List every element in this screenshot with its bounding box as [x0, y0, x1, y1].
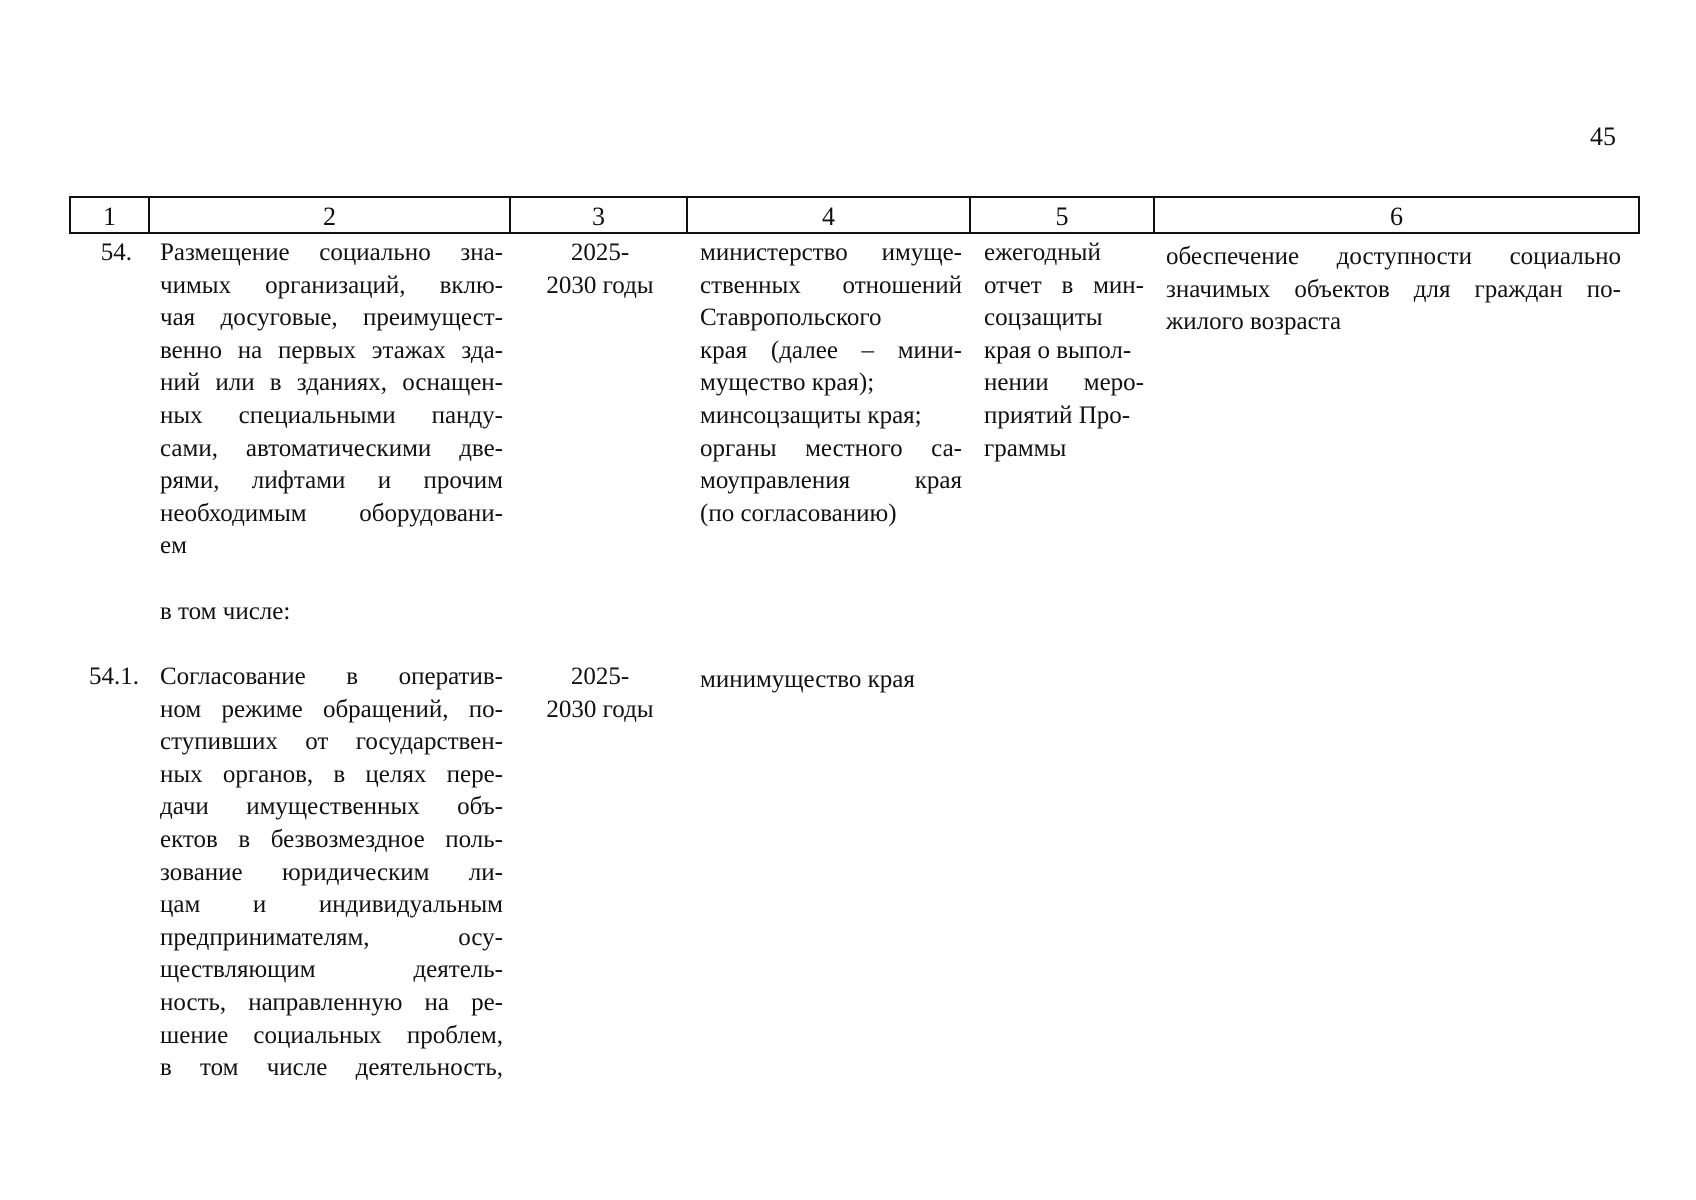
header-cell-5: 5 — [971, 198, 1155, 232]
row-54-period — [527, 237, 673, 302]
text-line: рями, лифтами и прочим — [160, 467, 503, 495]
header-cell-2: 2 — [150, 198, 511, 232]
text-line: соцзащиты — [984, 304, 1103, 332]
row-54-reporting — [984, 237, 1144, 465]
text-line: 2030 годы — [546, 271, 654, 299]
text-line: ем — [160, 532, 187, 560]
row-number: 54.1. — [89, 663, 139, 690]
text-line: венно на первых этажах зда- — [160, 336, 503, 364]
text-line: моуправления края — [700, 467, 962, 495]
row-54-1-responsible — [700, 664, 962, 697]
text-line: зование юридическим ли- — [160, 858, 503, 886]
text-line: отчет в мин- — [984, 271, 1144, 299]
header-cell-6: 6 — [1390, 202, 1403, 231]
text-line: минсоцзащиты края; — [700, 401, 922, 429]
text-line: ных специальными панду- — [160, 401, 503, 429]
text-line: ность, направленную на ре- — [160, 988, 503, 1016]
row-number: 54. — [100, 239, 132, 266]
text-line: граммы — [984, 434, 1067, 462]
row-54-1-period — [527, 661, 673, 726]
text-line: Ставропольского — [700, 304, 882, 332]
text-line: ступивших от государствен- — [160, 728, 503, 756]
text-line: минимущество края — [700, 666, 915, 693]
text-line: нении меро- — [984, 369, 1144, 397]
text-line: шение социальных проблем, — [160, 1021, 503, 1049]
text-line: ежегодный — [984, 239, 1101, 266]
text-line: края (далее – мини- — [700, 336, 962, 364]
text-line: 2030 годы — [546, 695, 654, 723]
text-line: Согласование в оператив- — [160, 663, 503, 690]
header-cell-3: 3 — [511, 198, 688, 232]
text-line: значимых объектов для граждан по- — [1166, 275, 1621, 303]
text-line: 2025- — [570, 663, 630, 690]
text-line: жилого возраста — [1166, 308, 1342, 336]
text-line: органы местного са- — [700, 434, 962, 462]
text-line: ществляющим деятель- — [160, 956, 503, 984]
header-cell-4: 4 — [688, 198, 971, 232]
text-line: сами, автоматическими две- — [160, 434, 503, 462]
text-line: предпринимателям, осу- — [160, 923, 503, 951]
text-line: цам и индивидуальным — [160, 891, 503, 919]
row-54-expected-result — [1166, 241, 1621, 339]
text-line: обеспечение доступности социально — [1166, 243, 1621, 270]
page-number: 45 — [1590, 122, 1616, 151]
text-line: ном режиме обращений, по- — [160, 695, 503, 723]
table-header-row — [69, 196, 1640, 234]
header-cell-1: 1 — [71, 198, 150, 232]
text-line: ственных отношений — [700, 271, 962, 299]
text-line: в том числе деятельность, — [160, 1054, 503, 1082]
text-line: чимых организаций, вклю- — [160, 271, 503, 299]
text-line: дачи имущественных объ- — [160, 793, 503, 821]
text-line: 2025- — [570, 239, 630, 266]
text-line: ных органов, в целях пере- — [160, 760, 503, 788]
row-54-description — [160, 237, 503, 563]
text-line: Размещение социально зна- — [160, 239, 503, 266]
text-line: ектов в безвозмездное поль- — [160, 825, 503, 853]
row-54-1-description — [160, 661, 503, 1085]
text-line: края о выпол- — [984, 336, 1132, 364]
row-54-responsible — [700, 237, 962, 530]
text-line: чая досуговые, преимущест- — [160, 304, 503, 332]
text-line: (по согласованию) — [700, 499, 897, 527]
text-line: министерство имуще- — [700, 239, 962, 266]
text-line: мущество края); — [700, 369, 875, 397]
subheading-including: в том числе: — [160, 598, 291, 625]
text-line: приятий Про- — [984, 401, 1131, 429]
text-line: ний или в зданиях, оснащен- — [160, 369, 503, 397]
text-line: необходимым оборудовани- — [160, 499, 503, 527]
